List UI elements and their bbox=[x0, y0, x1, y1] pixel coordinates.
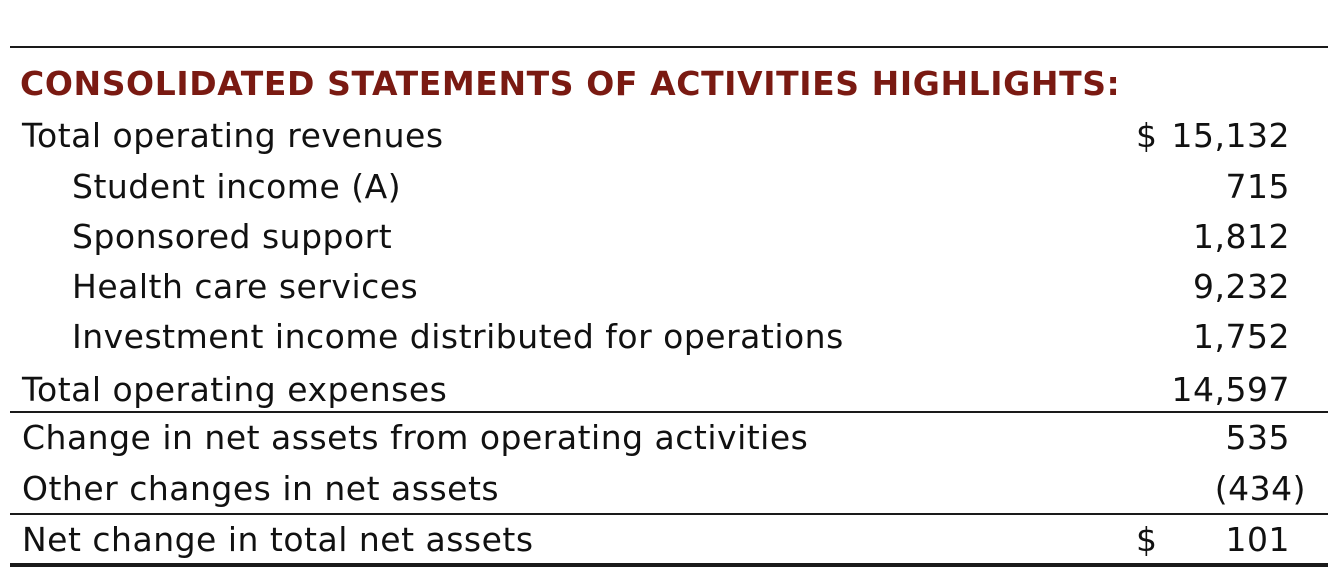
row-label: Total operating expenses bbox=[22, 370, 448, 409]
statement-row-health-care-services bbox=[10, 263, 1328, 313]
row-value: 535 bbox=[1225, 418, 1290, 457]
row-value: 15,132 bbox=[1171, 116, 1290, 155]
statement-row-student-income bbox=[10, 163, 1328, 213]
statement-row-investment-income bbox=[10, 313, 1328, 363]
row-label: Total operating revenues bbox=[22, 116, 444, 155]
statement-row-change-operating bbox=[10, 414, 1328, 464]
row-value: 14,597 bbox=[1171, 370, 1290, 409]
statement-row-other-changes bbox=[10, 465, 1328, 515]
section-heading: CONSOLIDATED STATEMENTS OF ACTIVITIES HIGHLIGHTS: bbox=[20, 64, 1121, 103]
row-value: 1,812 bbox=[1193, 217, 1290, 256]
row-label: Health care services bbox=[72, 267, 419, 306]
statement-row-sponsored-support bbox=[10, 213, 1328, 263]
row-value: 9,232 bbox=[1193, 267, 1290, 306]
subtotal-rule bbox=[10, 411, 1328, 413]
row-label: Net change in total net assets bbox=[22, 520, 534, 559]
row-label: Investment income distributed for operations bbox=[72, 317, 844, 356]
currency-symbol: $ bbox=[1136, 520, 1157, 559]
top-rule bbox=[10, 46, 1328, 48]
row-label: Sponsored support bbox=[72, 217, 393, 256]
total-rule bbox=[10, 513, 1328, 515]
statement-row-net-change bbox=[10, 516, 1328, 566]
statement-row-total-operating-revenues bbox=[10, 112, 1328, 162]
row-label: Change in net assets from operating activities bbox=[22, 418, 809, 457]
row-label: Other changes in net assets bbox=[22, 469, 500, 508]
row-value: (434) bbox=[1214, 469, 1306, 508]
row-value: 715 bbox=[1225, 167, 1290, 206]
row-label: Student income (A) bbox=[72, 167, 402, 206]
row-value: 1,752 bbox=[1193, 317, 1290, 356]
statement-row-total-operating-expenses bbox=[10, 366, 1328, 416]
bottom-double-rule bbox=[10, 563, 1328, 567]
currency-symbol: $ bbox=[1136, 116, 1157, 155]
row-value: 101 bbox=[1225, 520, 1290, 559]
